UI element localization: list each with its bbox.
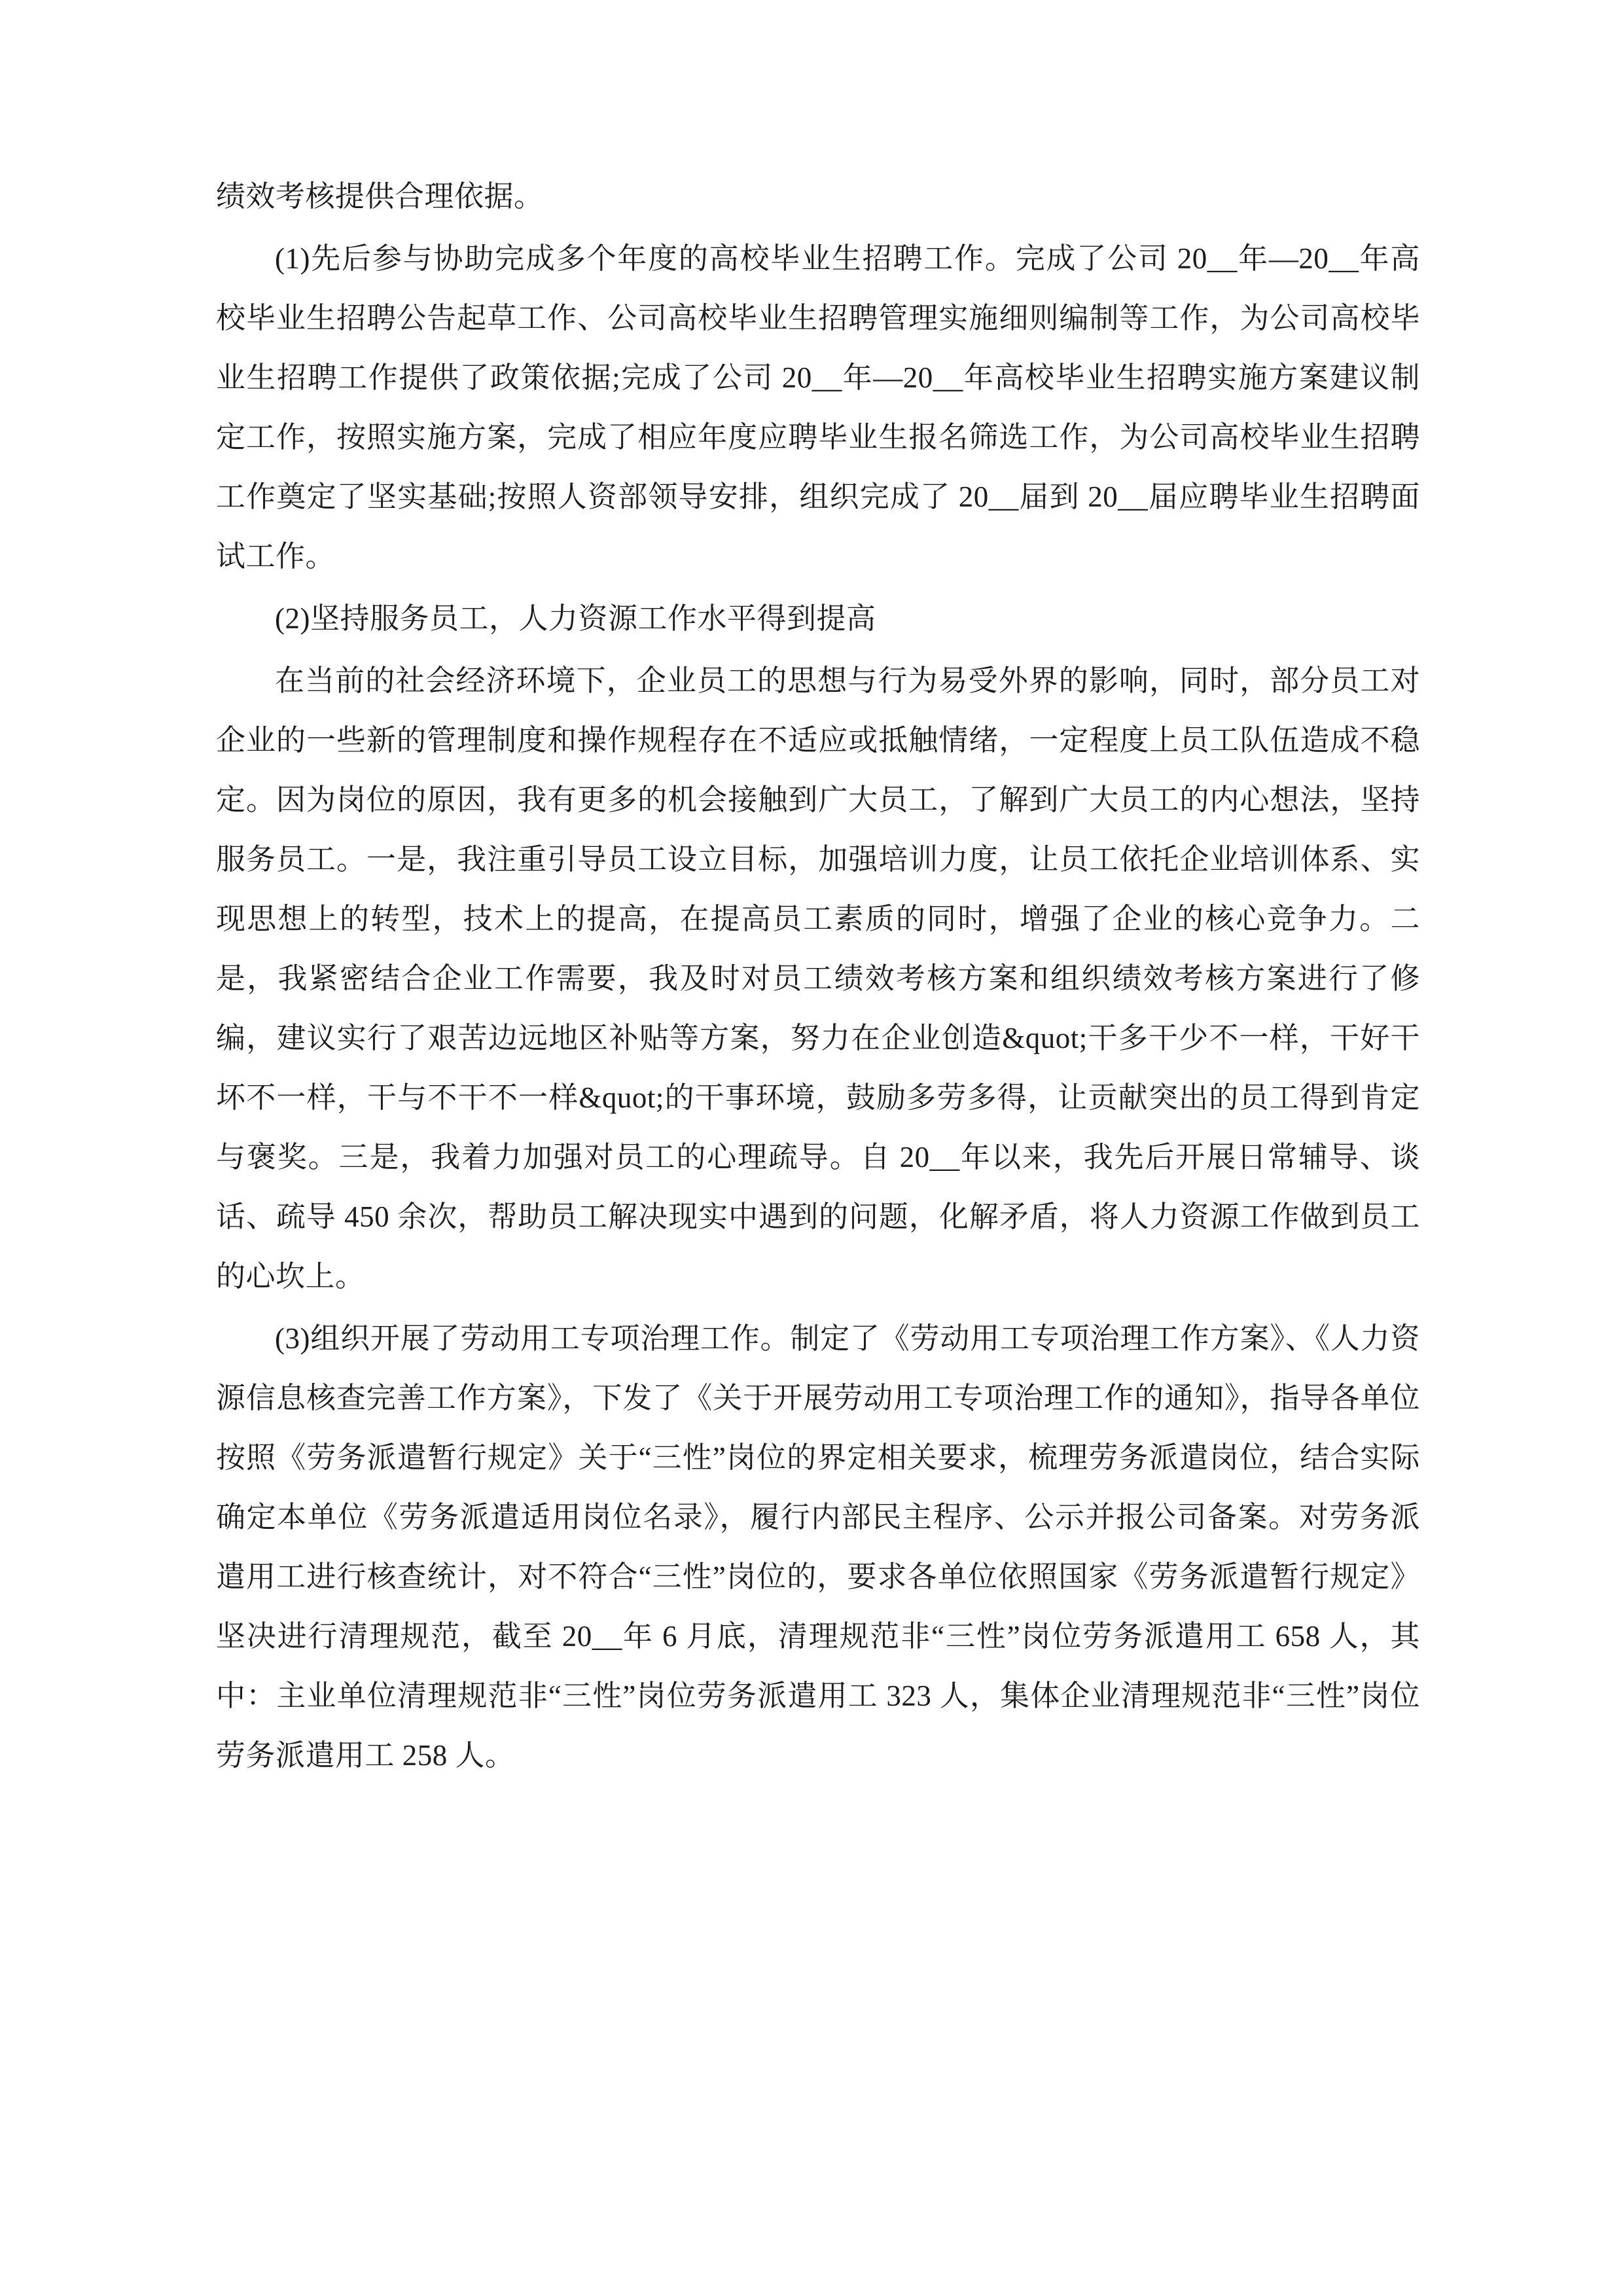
document-body (216, 167, 1420, 1785)
paragraph: (3)组织开展了劳动用工专项治理工作。制定了《劳动用工专项治理工作方案》、《人力资源信息核查完善工作方案》，下发了《关于开展劳动用工专项治理工作的通知》，指导各单位按照《劳务派遣暂行规定》关于“三性”岗位的界定相关要求，梳理劳务派遣岗位，结合实际确定本单位《劳务派遣适用岗位名录》，履行内部民主程序、公示并报公司备案。对劳务派遣用工进行核查统计，对不符合“三性”岗位的，要求各单位依照国家《劳务派遣暂行规定》坚决进行清理规范，截至 20__年 6 月底，清理规范非“三性”岗位劳务派遣用工 658 人，其中：主业单位清理规范非“三性”岗位劳务派遣用工 323 人，集体企业清理规范非“三性”岗位劳务派遣用工 258 人。 (216, 1322, 1420, 1772)
paragraph: 绩效考核提供合理依据。 (216, 180, 544, 213)
paragraph: (1)先后参与协助完成多个年度的高校毕业生招聘工作。完成了公司 20__年—20__年高校毕业生招聘公告起草工作、公司高校毕业生招聘管理实施细则编制等工作，为公司高校毕业生招聘工作提供了政策依据;完成了公司 20__年—20__年高校毕业生招聘实施方案建议制定工作，按照实施方案，完成了相应年度应聘毕业生报名筛选工作，为公司高校毕业生招聘工作奠定了坚实基础;按照人资部领导安排，组织完成了 20__届到 20__届应聘毕业生招聘面试工作。 (216, 242, 1420, 573)
paragraph: 在当前的社会经济环境下，企业员工的思想与行为易受外界的影响，同时，部分员工对企业的一些新的管理制度和操作规程存在不适应或抵触情绪，一定程度上员工队伍造成不稳定。因为岗位的原因，我有更多的机会接触到广大员工，了解到广大员工的内心想法，坚持服务员工。一是，我注重引导员工设立目标，加强培训力度，让员工依托企业培训体系、实现思想上的转型，技术上的提高，在提高员工素质的同时，增强了企业的核心竞争力。二是，我紧密结合企业工作需要，我及时对员工绩效考核方案和组织绩效考核方案进行了修编，建议实行了艰苦边远地区补贴等方案，努力在企业创造&quot;干多干少不一样，干好干坏不一样，干与不干不一样&quot;的干事环境，鼓励多劳多得，让贡献突出的员工得到肯定与褒奖。三是，我着力加强对员工的心理疏导。自 20__年以来，我先后开展日常辅导、谈话、疏导 450 余次，帮助员工解决现实中遇到的问题，化解矛盾，将人力资源工作做到员工的心坎上。 (216, 664, 1420, 1293)
paragraph: (2)坚持服务员工，人力资源工作水平得到提高 (275, 602, 876, 635)
